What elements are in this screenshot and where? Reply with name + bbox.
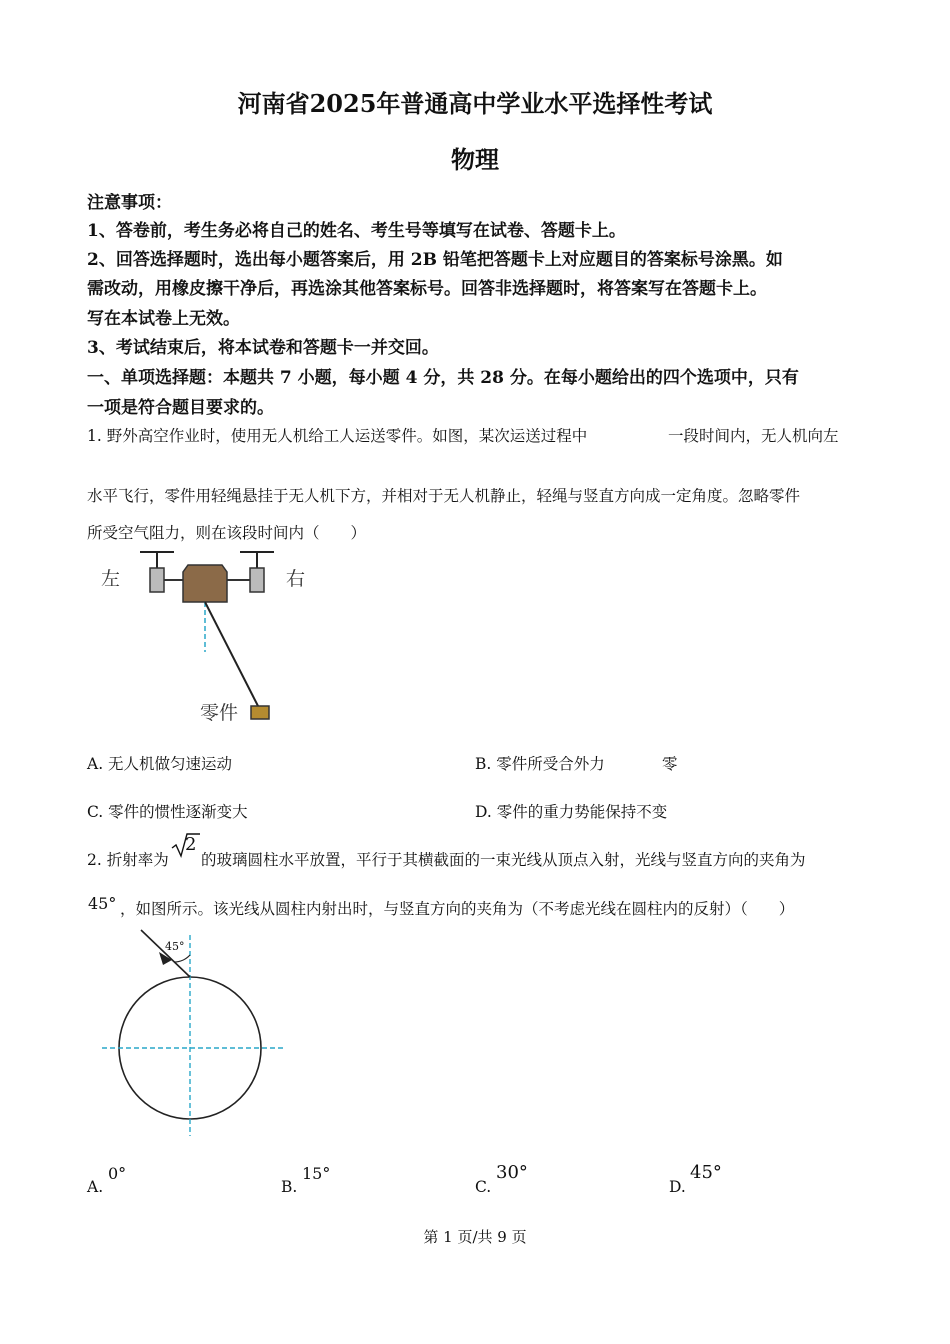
subject-title: 物理 — [451, 145, 499, 174]
notes-heading: 注意事项： — [87, 193, 172, 213]
q1-text: 1. 野外高空作业时，使用无人机给工人运送零件。如图，某次运送过程中 — [87, 427, 588, 445]
q1-text: 水平飞行，零件用轻绳悬挂于无人机下方，并相对于无人机静止，轻绳与竖直方向成一定角度。忽略零件 — [87, 487, 801, 505]
q2-text: 的玻璃圆柱水平放置，平行于其横截面的一束光线从顶点入射，光线与竖直方向的夹角为 — [201, 851, 806, 869]
q2-option-d-letter[interactable]: D. — [669, 1178, 686, 1196]
label-right: 右 — [286, 568, 306, 590]
q2-option-c-value: 30° — [496, 1162, 528, 1183]
angle-arc — [174, 955, 190, 962]
figure-angle-label: 45° — [165, 940, 185, 953]
incident-ray — [141, 930, 190, 977]
q2-option-c-letter[interactable]: C. — [475, 1178, 492, 1196]
label-left: 左 — [101, 568, 121, 590]
section-heading: 一、单项选择题：本题共 7 小题，每小题 4 分，共 28 分。在每小题给出的四个选项中，只有 — [87, 368, 799, 388]
label-part: 零件 — [200, 702, 239, 724]
exam-title: 河南省2025年普通高中学业水平选择性考试 — [237, 89, 713, 118]
q1-option-d[interactable]: D. 零件的重力势能保持不变 — [475, 803, 668, 821]
note-line: 写在本试卷上无效。 — [87, 309, 240, 329]
q1-option-a[interactable]: A. 无人机做匀速运动 — [87, 755, 233, 773]
q1-option-b[interactable]: B. 零件所受合外力 — [475, 755, 605, 773]
note-line: 1、答卷前，考生务必将自己的姓名、考生号等填写在试卷、答题卡上。 — [87, 221, 626, 241]
q2-option-a-letter[interactable]: A. — [87, 1178, 104, 1196]
q2-text: 2. 折射率为 — [87, 851, 169, 869]
note-line: 需改动，用橡皮擦干净后，再选涂其他答案标号。回答非选择题时，将答案写在答题卡上。 — [87, 279, 767, 299]
q2-option-d-value: 45° — [690, 1162, 722, 1183]
q2-option-a-value: 0° — [108, 1164, 127, 1183]
q1-option-c[interactable]: C. 零件的惯性逐渐变大 — [87, 803, 248, 821]
sqrt-value: 2 — [185, 834, 197, 855]
q2-text: ，如图所示。该光线从圆柱内射出时，与竖直方向的夹角为（不考虑光线在圆柱内的反射）（ ） — [120, 900, 795, 918]
page-number: 第 1 页/共 9 页 — [423, 1228, 527, 1246]
note-line: 2、回答选择题时，选出每小题答案后，用 2B 铅笔把答题卡上对应题目的答案标号涂黑。如 — [87, 250, 783, 270]
q2-angle: 45° — [88, 894, 117, 913]
q2-option-b-letter[interactable]: B. — [281, 1178, 298, 1196]
section-heading-cont: 一项是符合题目要求的。 — [87, 398, 274, 418]
q1-text: 一段时间内，无人机向左 — [668, 427, 839, 445]
note-line: 3、考试结束后，将本试卷和答题卡一并交回。 — [87, 338, 439, 358]
q1-option-b-cont: 零 — [662, 755, 678, 773]
q2-option-b-value: 15° — [302, 1164, 331, 1183]
q1-text: 所受空气阻力，则在该段时间内（ ） — [87, 524, 367, 542]
